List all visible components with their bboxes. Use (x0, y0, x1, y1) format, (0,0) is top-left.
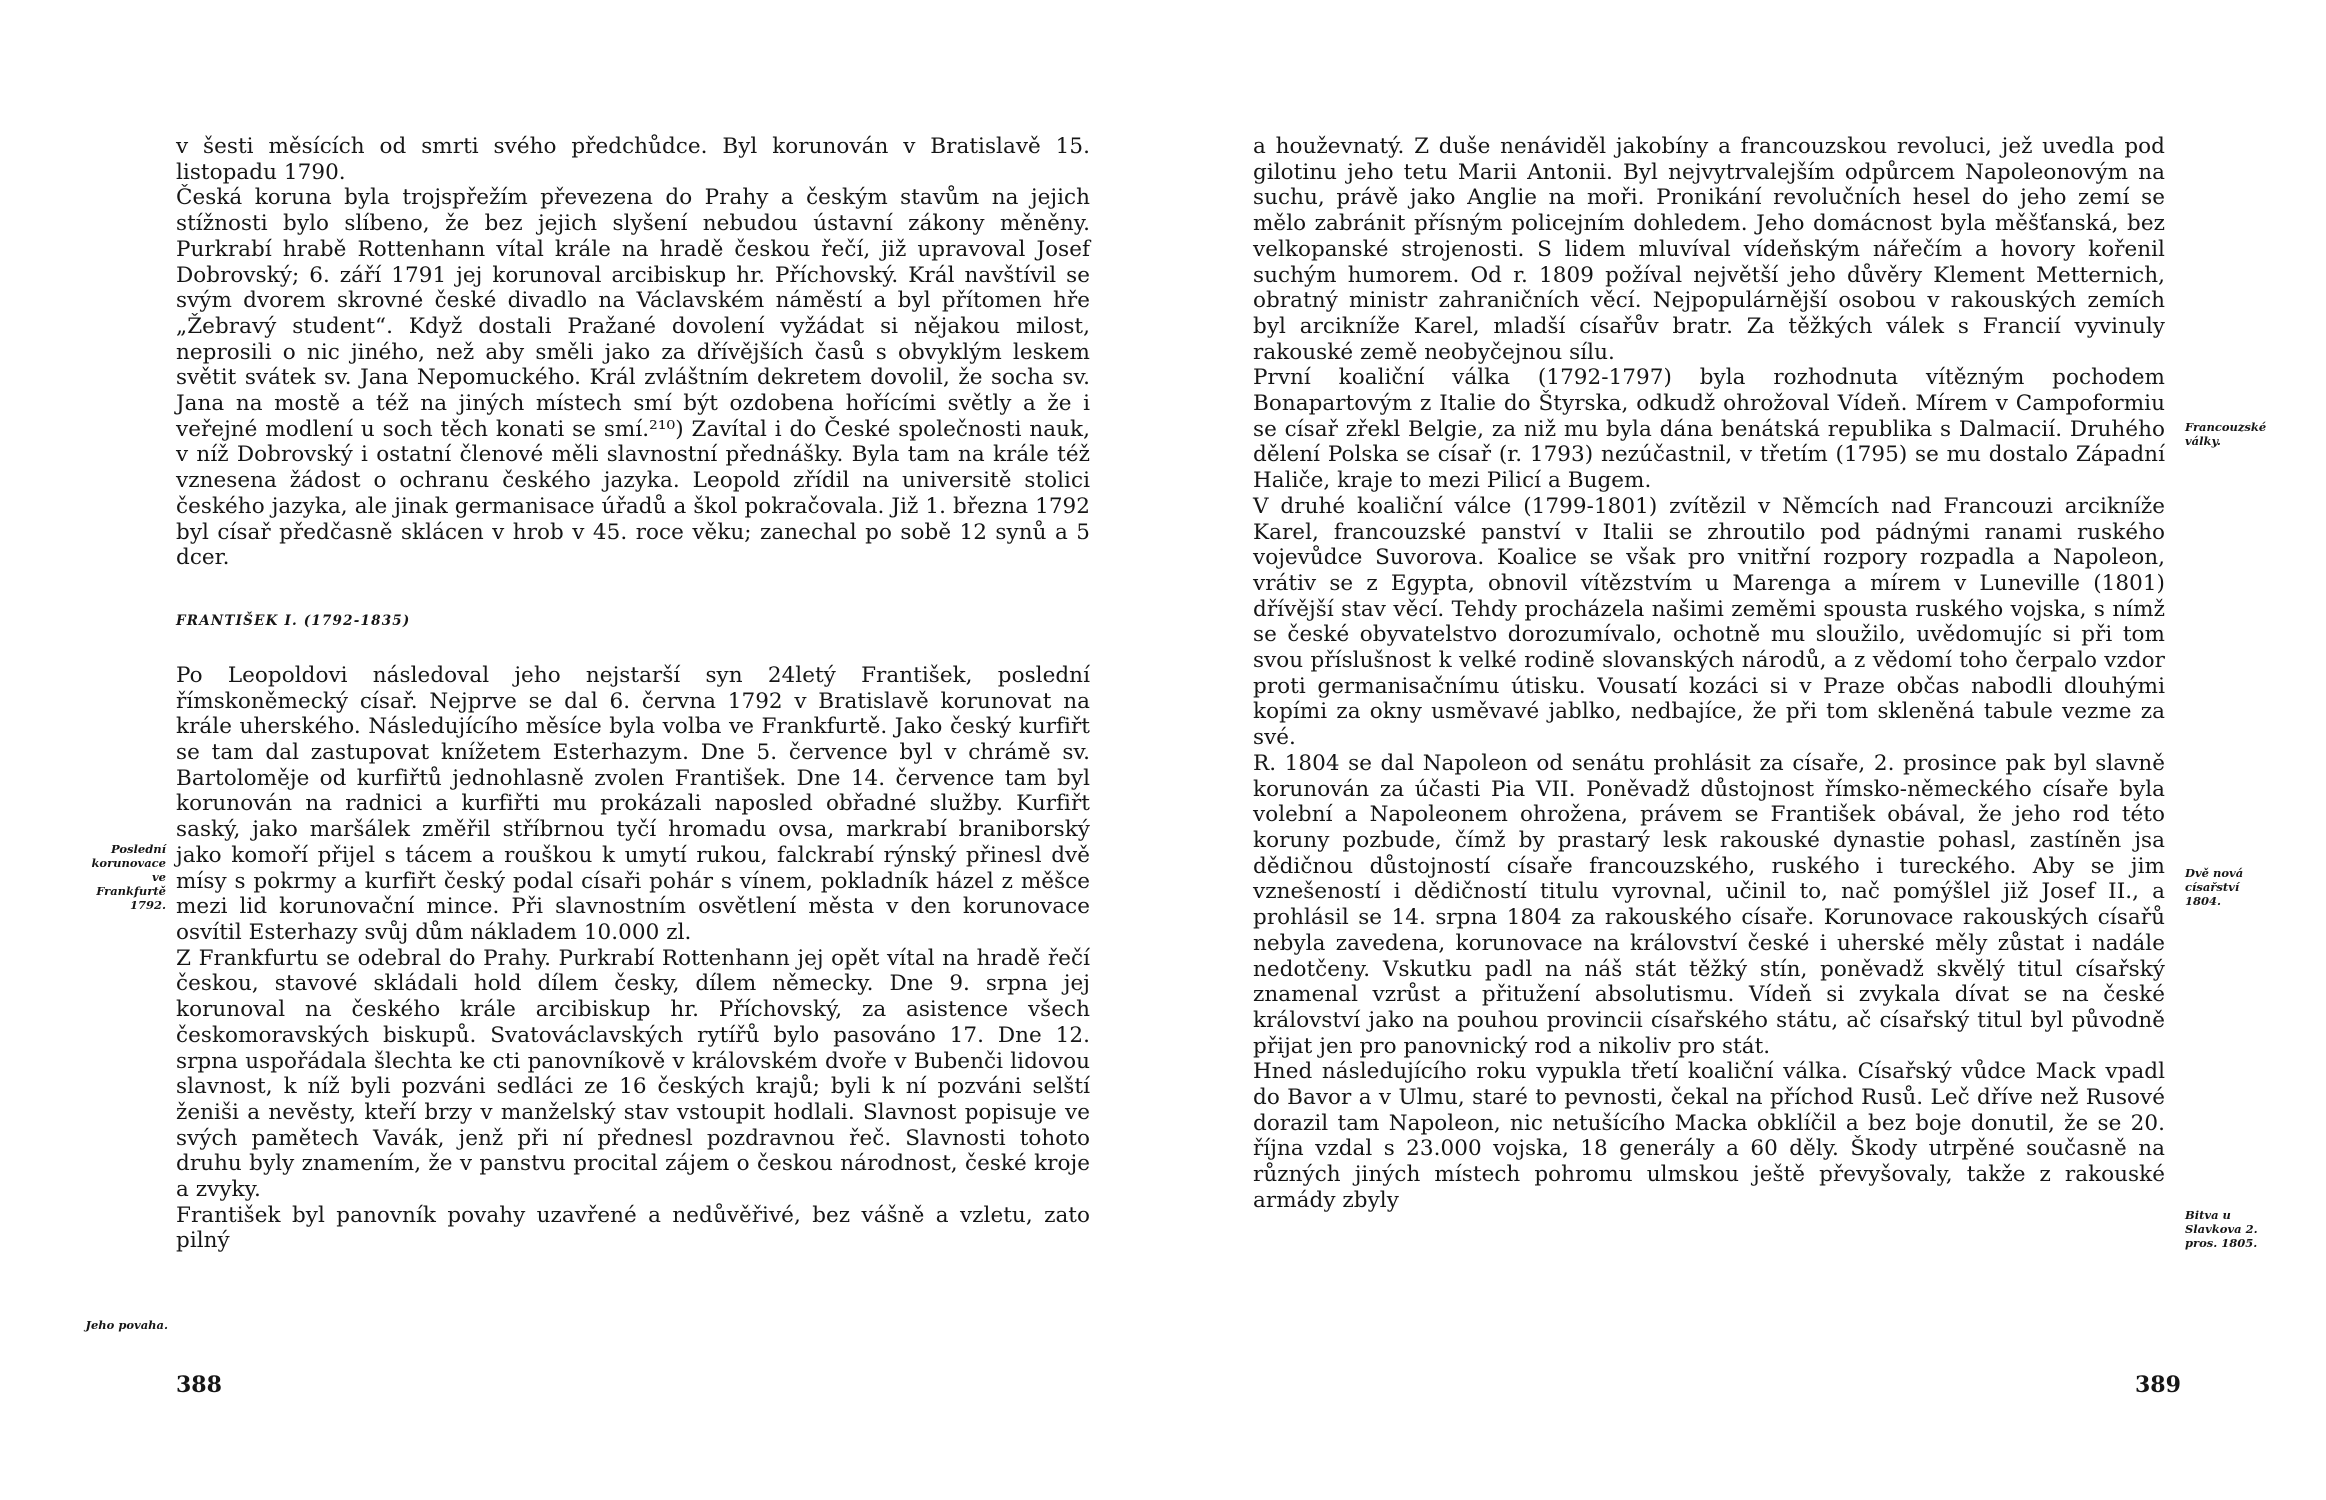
margin-note: Dvě nová císařství 1804. (2185, 866, 2244, 908)
margin-note: Jeho povaha. (85, 1318, 168, 1332)
section-heading: FRANTIŠEK I. (1792-1835) (176, 612, 411, 629)
paragraph: Česká koruna byla trojspřežím převezena do Prahy a českým stavům na jejich stížnosti bylo slíbeno, že bez jejich slyšení nebudou ústavní zákony měněny. Purkrabí hrabě Rottenhann vítal krále na hradě českou řečí, již upravoval Josef Dobrovský; 6. září 1791 jej korunoval arcibiskup hr. Příchovský. Král navštívil se svým dvorem skrovné české divadlo na Václavském náměstí a byl přítomen hře „Žebravý student“. Když dostali Pražané dovolení vyžádat si nějakou milost, neprosili o nic jiného, než aby směli jako za dřívějších časů s obvyklým leskem světit svátek sv. Jana Nepomuckého. Král zvláštním dekretem dovolil, že socha sv. Jana na mostě a též na jiných místech smí být ozdobena hořícími světly a že i veřejné modlení u soch těch konati se smí.²¹⁰) Zavítal i do České společnosti nauk, v níž Dobrovský i ostatní členové měli slavnostní přednášky. Byla tam na krále též vznesena žádost o ochranu českého jazyka. Leopold zřídil na universitě stolici českého jazyka, ale jinak germanisace úřadů a škol pokračovala. Již 1. března 1792 byl císař předčasně sklácen v hrob v 45. roce věku; zanechal po sobě 12 synů a 5 dcer. (176, 185, 1090, 571)
paragraph: První koaliční válka (1792-1797) byla rozhodnuta vítězným pochodem Bonapartovým z Italie do Štyrska, odkudž ohrožoval Vídeň. Mírem v Campoformiu se císař zřekl Belgie, za niž mu byla dána benátská republika s Dalmacií. Druhého dělení Polska se císař (r. 1793) nezúčastnil, v třetím (1795) se mu dostalo Západní Haliče, kraje to mezi Pilicí a Bugem. (1253, 365, 2165, 494)
right-text-column (1253, 134, 2165, 1214)
paragraph: R. 1804 se dal Napoleon od senátu prohlásit za císaře, 2. prosince pak byl slavně korunován za účasti Pia VII. Poněvadž důstojnost římsko-německého císaře byla volební a Napoleonem ohrožena, právem se František obával, že jeho rod této koruny pozbude, čímž by prastarý lesk rakouské dynastie pohasl, zastíněn jsa dědičnou důstojností císaře francouzského, ruského i tureckého. Aby se jim vznešeností i dědičností titulu vyrovnal, učinil to, nač pomýšlel již Josef II., a prohlásil se 14. srpna 1804 za rakouského císaře. Korunovace rakouských císařů nebyla zavedena, korunovace na království české i uherské měly zůstat i nadále nedotčeny. Vskutku padl na náš stát těžký stín, poněvadž skvělý titul císařský znamenal vzrůst a přitužení absolutismu. Vídeň si zvykala dívat se na české království jako na pouhou provincii císařského státu, ač císařský titul byl původně přijat jen pro panovnický rod a nikoliv pro stát. (1253, 750, 2165, 1059)
left-text-column (176, 134, 1090, 1254)
paragraph: Hned následujícího roku vypukla třetí koaliční válka. Císařský vůdce Mack vpadl do Bavor a v Ulmu, staré to pevnosti, čekal na příchod Rusů. Leč dříve než Rusové dorazil tam Napoleon, nic netušícího Macka obklíčil a bez boje donutil, že se 20. října vzdal s 23.000 vojska, 18 generály a 60 děly. Škody utrpěné současně na různých jiných místech pohromu ulmskou ještě převyšovaly, takže z rakouské armády zbyly (1253, 1059, 2165, 1213)
right-page (1163, 0, 2326, 1500)
paragraph: Z Frankfurtu se odebral do Prahy. Purkrabí Rottenhann jej opět vítal na hradě řečí českou, stavové skládali hold dílem česky, dílem německy. Dne 9. srpna jej korunoval na českého krále arcibiskup hr. Příchovský, za asistence všech českomoravských biskupů. Svatováclavských rytířů bylo pasováno 17. Dne 12. srpna uspořádala šlechta ke cti panovníkově v královském dvoře v Bubenči lidovou slavnost, k níž byli pozváni sedláci ze 16 českých krajů; byli k ní pozváni selští ženiši a nevěsty, kteří brzy v manželský stav vstoupit hodlali. Slavnost popisuje ve svých pamětech Vavák, jenž při ní přednesl pozdravnou řeč. Slavnosti tohoto druhu byly znamením, že v panstvu procital zájem o českou národnost, české kroje a zvyky. (176, 945, 1090, 1203)
margin-note: Francouzské války. (2185, 420, 2267, 448)
paragraph: V druhé koaliční válce (1799-1801) zvítězil v Němcích nad Francouzi arcikníže Karel, francouzské panství v Italii se zhroutilo pod pádnými ranami ruského vojevůdce Suvorova. Koalice se však pro vnitřní rozpory rozpadla a Napoleon, vrátiv se z Egypta, obnovil vítězstvím u Marenga a mírem v Luneville (1801) dřívější stav věcí. Tehdy procházela našimi zeměmi spousta ruského vojska, s nímž se české obyvatelstvo dorozumívalo, ochotně mu sloužilo, uvědomujíc si při tom svou příslušnost k velké rodině slovanských národů, a z vědomí toho čerpalo vzdor proti germanisačnímu útisku. Vousatí kozáci si v Praze občas nabodli dlouhými kopími za okny usměvavé jablko, nedbajíce, že při tom skleněná tabule vezme za své. (1253, 493, 2165, 751)
paragraph: Po Leopoldovi následoval jeho nejstarší syn 24letý František, poslední římskoněmecký císař. Nejprve se dal 6. června 1792 v Bratislavě korunovat na krále uherského. Následujícího měsíce byla volba ve Frankfurtě. Jako český kurfiřt se tam dal zastupovat knížetem Esterhazym. Dne 5. července byl v chrámě sv. Bartoloměje od kurfiřtů jednohlasně zvolen František. Dne 14. července tam byl korunován na radnici a kurfiřti mu prokázali naposled obřadné služby. Kurfiřt saský, jako maršálek změřil stříbrnou tyčí hromadu ovsa, markrabí braniborský jako komoří přijel s tácem a rouškou k umytí rukou, falckrabí rýnský přinesl dvě mísy s pokrmy a kurfiřt český podal císaři pohár s vínem, pokladník házel z měšce mezi lid korunovační mince. Při slavnostním osvětlení města v den korunovace osvítil Esterhazy svůj dům nákladem 10.000 zl. (176, 662, 1090, 945)
page-number: 388 (176, 1372, 222, 1398)
paragraph: v šesti měsících od smrti svého předchůdce. Byl korunován v Bratislavě 15. listopadu 1790. (176, 134, 1090, 185)
margin-note: Bitva u Slavkova 2. pros. 1805. (2185, 1208, 2258, 1250)
paragraph: František byl panovník povahy uzavřené a nedůvěřivé, bez vášně a vzletu, zato pilný (176, 1202, 1090, 1254)
paragraph: a houževnatý. Z duše nenáviděl jakobíny a francouzskou revoluci, jež uvedla pod gilotinu jeho tetu Marii Antonii. Byl nejvytrvalejším odpůrcem Napoleonovým na suchu, právě jako Anglie na moři. Pronikání revolučních hesel do jeho zemí se mělo zabránit přísným policejním dohledem. Jeho domácnost byla měšťanská, bez velkopanské strojenosti. S lidem mluvíval vídeňským nářečím a hovory kořenil suchým humorem. Od r. 1809 požíval největší jeho důvěry Klement Metternich, obratný ministr zahraničních věcí. Nejpopulárnější osobou v rakouských zemích byl arcikníže Karel, mladší císařův bratr. Za těžkých válek s Francií vyvinuly rakouské země neobyčejnou sílu. (1253, 134, 2165, 365)
margin-note: Poslední korunovace ve Frankfurtě 1792. (91, 842, 166, 912)
page-number: 389 (2135, 1372, 2181, 1398)
